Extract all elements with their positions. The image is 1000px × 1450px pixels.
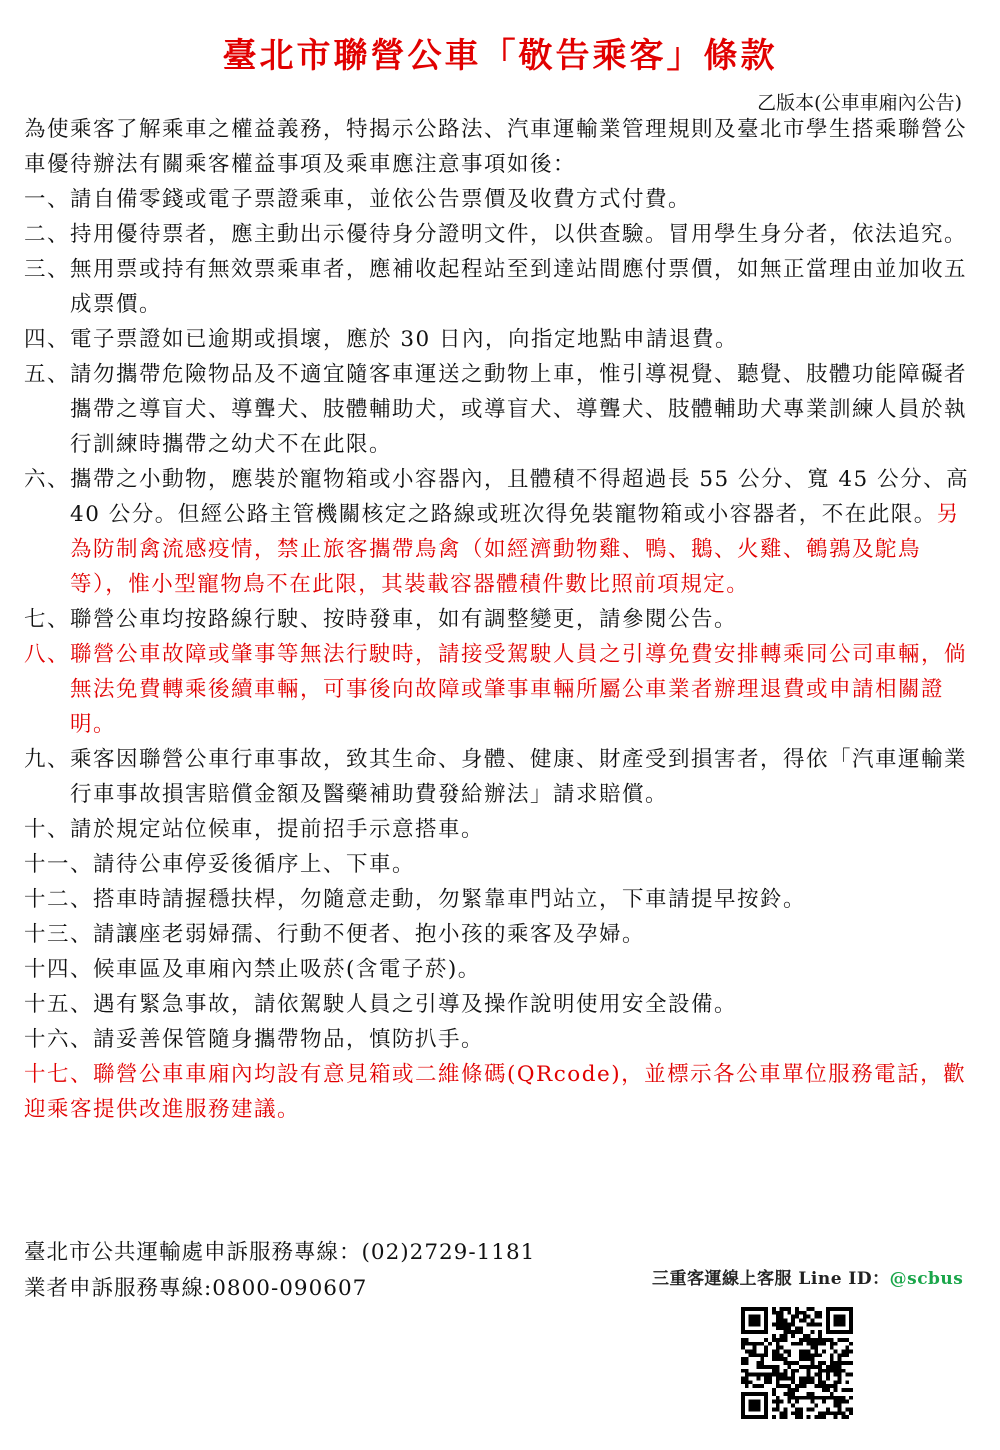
term-number: 十、 bbox=[24, 817, 71, 842]
term-number: 三、 bbox=[24, 257, 71, 282]
term-text: 遇有緊急事故，請依駕駛人員之引導及操作說明使用安全設備。 bbox=[93, 992, 738, 1017]
term-text: 候車區及車廂內禁止吸菸(含電子菸)。 bbox=[93, 957, 481, 982]
term-item bbox=[24, 637, 972, 742]
term-item bbox=[24, 917, 972, 952]
terms-list bbox=[24, 182, 972, 1057]
term-item bbox=[24, 182, 972, 217]
term-text: 請自備零錢或電子票證乘車，並依公告票價及收費方式付費。 bbox=[70, 187, 692, 212]
qr-code-image[interactable] bbox=[741, 1307, 853, 1419]
term-number: 十四、 bbox=[24, 957, 94, 982]
term-text: 請待公車停妥後循序上、下車。 bbox=[93, 852, 416, 877]
intro-paragraph: 為使乘客了解乘車之權益義務，特揭示公路法、汽車運輸業管理規則及臺北市學生搭乘聯營公車優待辦法有關乘客權益事項及乘車應注意事項如後： bbox=[24, 117, 968, 177]
term-number: 六、 bbox=[24, 467, 71, 492]
term-text-block bbox=[70, 602, 972, 637]
contact-block bbox=[24, 1235, 535, 1307]
line-id-value: @scbus bbox=[889, 1269, 964, 1289]
term-text: 搭車時請握穩扶桿，勿隨意走動，勿緊靠車門站立，下車請提早按鈴。 bbox=[93, 887, 807, 912]
term-item bbox=[24, 882, 972, 917]
term-text: 請讓座老弱婦孺、行動不便者、抱小孩的乘客及孕婦。 bbox=[93, 922, 646, 947]
term-item bbox=[24, 1022, 972, 1057]
term-text-block bbox=[70, 182, 972, 217]
term-number: 二、 bbox=[24, 222, 71, 247]
term-text: 持用優待票者，應主動出示優待身分證明文件，以供查驗。冒用學生身分者，依法追究。 bbox=[70, 222, 968, 247]
term-item bbox=[24, 987, 972, 1022]
term-item bbox=[24, 357, 972, 462]
term-item bbox=[24, 462, 972, 602]
term-text-block bbox=[70, 742, 972, 812]
notice-content bbox=[24, 112, 972, 1127]
term-item bbox=[24, 217, 972, 252]
item-17 bbox=[24, 1057, 972, 1127]
term-number: 十一、 bbox=[24, 852, 94, 877]
line-id-label bbox=[652, 1264, 963, 1289]
term-item bbox=[24, 322, 972, 357]
operator-hotline: 業者申訴服務專線:0800-090607 bbox=[24, 1276, 368, 1301]
term-text-block bbox=[93, 847, 972, 882]
term-item bbox=[24, 602, 972, 637]
term-number: 十六、 bbox=[24, 1027, 94, 1052]
term-item bbox=[24, 847, 972, 882]
complaint-hotline: 臺北市公共運輸處申訴服務專線：(02)2729-1181 bbox=[24, 1240, 536, 1265]
term-text: 請於規定站位候車，提前招手示意搭車。 bbox=[70, 817, 485, 842]
term-text: 請勿攜帶危險物品及不適宜隨客車運送之動物上車，惟引導視覺、聽覺、肢體功能障礙者攜帶之導盲犬、導聾犬、肢體輔助犬，或導盲犬、導聾犬、肢體輔助犬專業訓練人員於執行訓練時攜帶之幼犬不在此限。 bbox=[70, 362, 968, 457]
term-number: 十二、 bbox=[24, 887, 94, 912]
term-number: 四、 bbox=[24, 327, 71, 352]
term-text: 請妥善保管隨身攜帶物品，慎防扒手。 bbox=[93, 1027, 485, 1052]
term-text-block bbox=[93, 882, 972, 917]
term-highlight-text: 另為防制禽流感疫情，禁止旅客攜帶鳥禽（如經濟動物雞、鴨、鵝、火雞、鵪鶉及鴕鳥等），惟小型寵物鳥不在此限，其裝載容器體積件數比照前項規定。 bbox=[70, 502, 960, 597]
term-item bbox=[24, 952, 972, 987]
item-17-text: 聯營公車車廂內均設有意見箱或二維條碼(QRcode)，並標示各公車單位服務電話，歡迎乘客提供改進服務建議。 bbox=[24, 1062, 967, 1122]
term-text-block bbox=[70, 217, 972, 252]
term-text-block bbox=[70, 252, 972, 322]
term-text: 電子票證如已逾期或損壞，應於 30 日內，向指定地點申請退費。 bbox=[70, 327, 739, 352]
term-text-block bbox=[93, 1022, 972, 1057]
term-text-block bbox=[70, 462, 972, 602]
term-text-block bbox=[93, 917, 972, 952]
term-text: 無用票或持有無效票乘車者，應補收起程站至到達站間應付票價，如無正當理由並加收五成票價。 bbox=[70, 257, 968, 317]
term-text: 聯營公車均按路線行駛、按時發車，如有調整變更，請參閱公告。 bbox=[70, 607, 738, 632]
page-title: 臺北市聯營公車「敬告乘客」條款 bbox=[222, 36, 778, 76]
term-item bbox=[24, 742, 972, 812]
term-number: 七、 bbox=[24, 607, 71, 632]
term-number: 一、 bbox=[24, 187, 71, 212]
term-text-block bbox=[70, 322, 972, 357]
term-number: 十三、 bbox=[24, 922, 94, 947]
term-number: 八、 bbox=[24, 642, 71, 667]
term-text-block bbox=[70, 812, 972, 847]
term-number: 十五、 bbox=[24, 992, 94, 1017]
term-item bbox=[24, 812, 972, 847]
term-text: 攜帶之小動物，應裝於寵物箱或小容器內，且體積不得超過長 55 公分、寬 45 公分、高 40 公分。但經公路主管機關核定之路線或班次得免裝寵物箱或小容器者，不在此限。 bbox=[70, 467, 970, 527]
version-label: 乙版本(公車車廂內公告) bbox=[757, 92, 962, 114]
term-number: 五、 bbox=[24, 362, 71, 387]
term-text-block bbox=[70, 357, 972, 462]
term-highlight-text: 聯營公車故障或肇事等無法行駛時，請接受駕駛人員之引導免費安排轉乘同公司車輛，倘無法免費轉乘後續車輛，可事後向故障或肇事車輛所屬公車業者辦理退費或申請相關證明。 bbox=[70, 642, 968, 737]
term-item bbox=[24, 252, 972, 322]
term-number: 九、 bbox=[24, 747, 71, 772]
term-text: 乘客因聯營公車行車事故，致其生命、身體、健康、財產受到損害者，得依「汽車運輸業行車事故損害賠償金額及醫藥補助費發給辦法」請求賠償。 bbox=[70, 747, 968, 807]
term-text-block bbox=[93, 987, 972, 1022]
term-text-block bbox=[93, 952, 972, 987]
line-id-prefix: 三重客運線上客服 Line ID： bbox=[652, 1269, 890, 1289]
term-text-block bbox=[70, 637, 972, 742]
item-17-number: 十七、 bbox=[24, 1062, 94, 1087]
